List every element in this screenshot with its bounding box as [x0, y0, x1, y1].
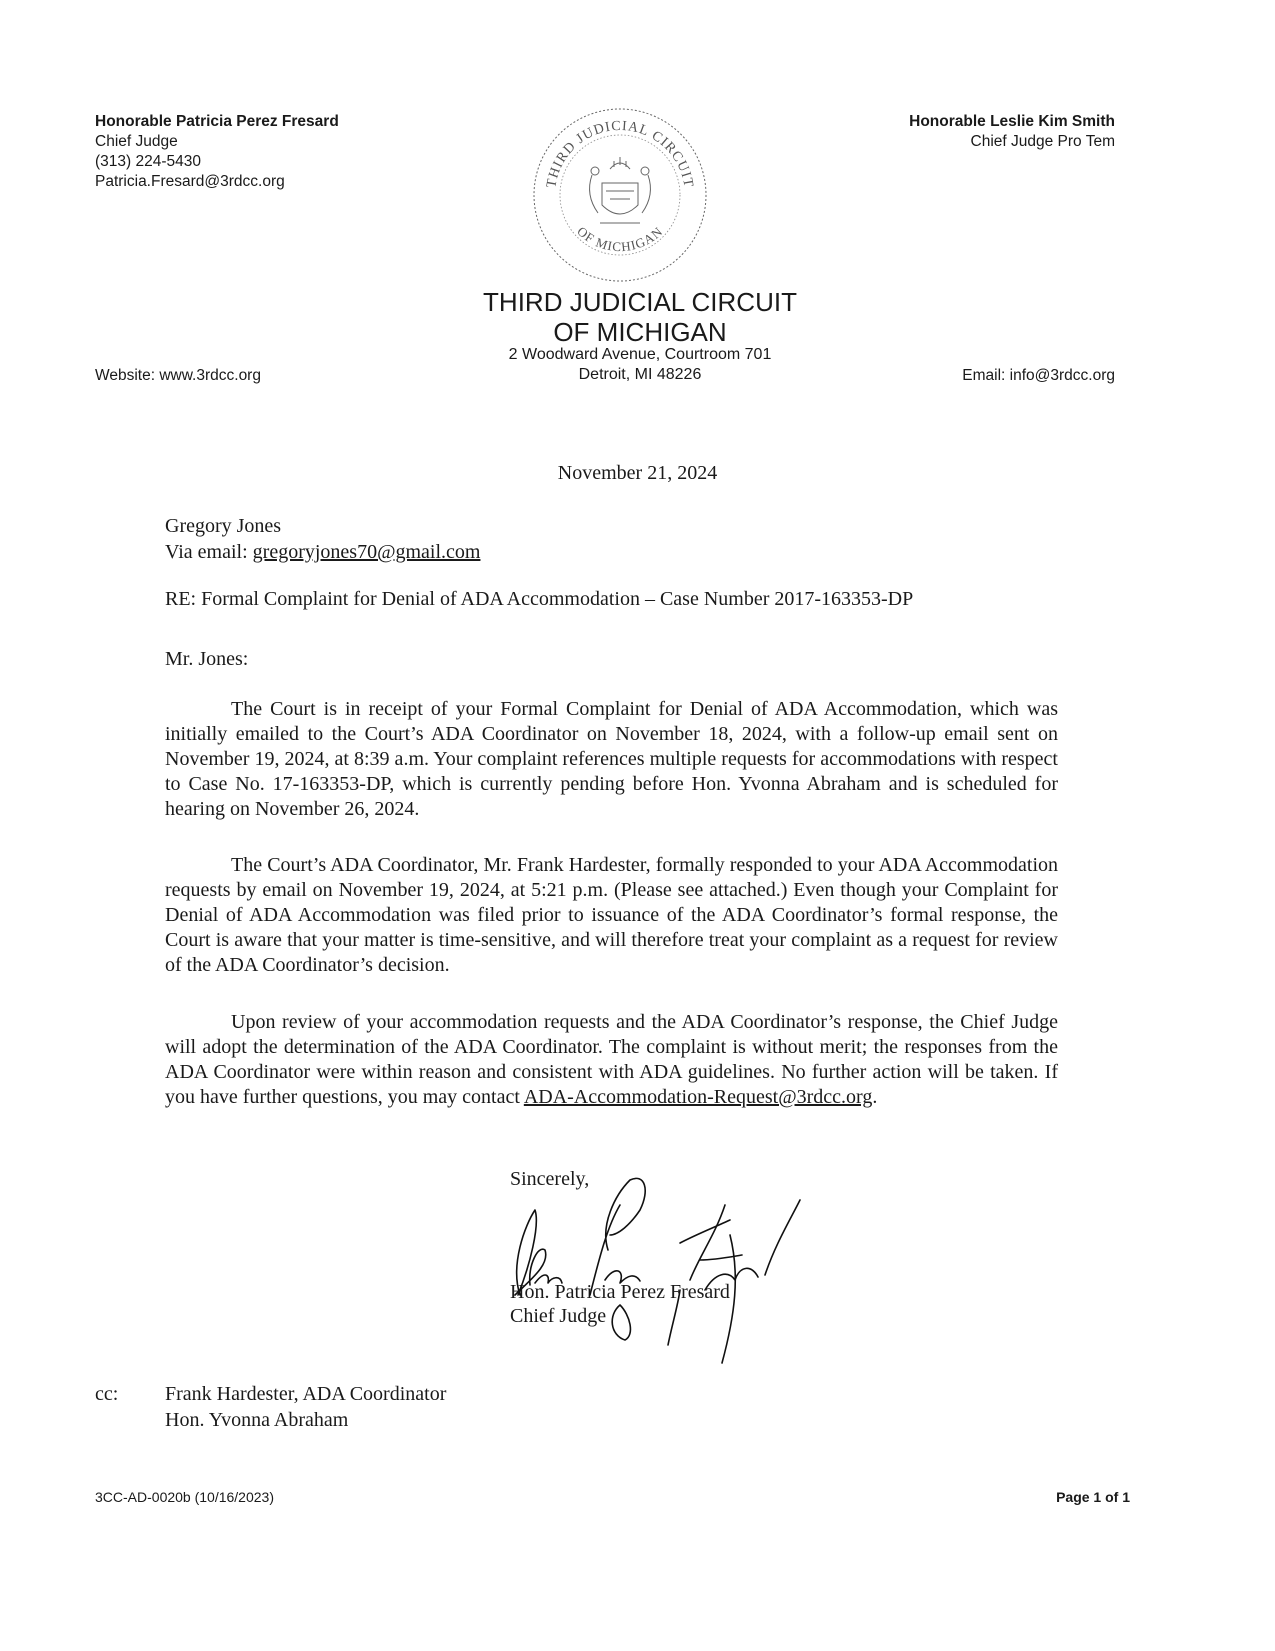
- pro-tem-title: Chief Judge Pro Tem: [970, 133, 1115, 150]
- body-paragraph-3-end: .: [872, 1086, 878, 1108]
- addressee-block: [165, 513, 480, 565]
- court-address-line1: 2 Woodward Avenue, Courtroom 701: [508, 346, 772, 363]
- svg-text:THIRD JUDICIAL CIRCUIT: [544, 119, 695, 189]
- salutation: Mr. Jones:: [165, 648, 249, 670]
- cc-item: Frank Hardester, ADA Coordinator: [165, 1383, 447, 1405]
- chief-judge-contact-block: [95, 112, 339, 192]
- body-paragraph-2: The Court’s ADA Coordinator, Mr. Frank Hardester, formally responded to your ADA Accommodation requests by email on November 19, 2024, at 5:21 p.m. (Please see attached.) Even though your Complaint for Denial of ADA Accommodation was filed prior to issuance of the ADA Coordinator’s formal response, the Court is aware that your matter is time-sensitive, and will therefore treat your complaint as a request for review of the ADA Coordinator’s decision.: [165, 854, 1058, 976]
- letter-date: November 21, 2024: [557, 462, 718, 484]
- court-name-line2: OF MICHIGAN: [553, 317, 727, 347]
- chief-judge-name: Honorable Patricia Perez Fresard: [95, 113, 339, 130]
- court-name-line1: THIRD JUDICIAL CIRCUIT: [483, 287, 797, 317]
- court-name: [400, 287, 880, 347]
- ada-request-email-link[interactable]: ADA-Accommodation-Request@3rdcc.org: [523, 1086, 873, 1108]
- chief-judge-phone: (313) 224-5430: [95, 153, 201, 170]
- chief-judge-title: Chief Judge: [95, 133, 178, 150]
- closing: Sincerely,: [510, 1168, 590, 1190]
- seal-bottom-text: OF MICHIGAN: [574, 223, 666, 255]
- pro-tem-name: Honorable Leslie Kim Smith: [909, 113, 1115, 130]
- court-address: [400, 345, 880, 385]
- signer-title: Chief Judge: [510, 1305, 607, 1327]
- seal-top-text: THIRD JUDICIAL CIRCUIT: [544, 118, 696, 189]
- cc-label: cc:: [95, 1383, 119, 1405]
- body-paragraph-3: [165, 1010, 1058, 1110]
- court-address-line2: Detroit, MI 48226: [578, 366, 702, 383]
- court-seal-icon: [530, 105, 710, 285]
- recipient-email-link[interactable]: gregoryjones70@gmail.com: [252, 541, 481, 563]
- form-identifier: 3CC-AD-0020b (10/16/2023): [95, 1489, 274, 1505]
- via-email-label: Via email:: [165, 541, 253, 563]
- recipient-name: Gregory Jones: [165, 515, 282, 537]
- cc-item: Hon. Yvonna Abraham: [165, 1409, 349, 1431]
- handwritten-signature: [490, 1165, 820, 1375]
- court-website: Website: www.3rdcc.org: [95, 367, 261, 384]
- page-number: Page 1 of 1: [1056, 1489, 1130, 1505]
- cc-list: [165, 1381, 446, 1433]
- svg-text:OF MICHIGAN: [574, 223, 665, 254]
- signer-name: Hon. Patricia Perez Fresard: [510, 1281, 730, 1303]
- chief-judge-pro-tem-block: [909, 112, 1115, 152]
- chief-judge-email: Patricia.Fresard@3rdcc.org: [95, 173, 285, 190]
- court-email: Email: info@3rdcc.org: [962, 367, 1115, 384]
- subject-line: RE: Formal Complaint for Denial of ADA Accommodation – Case Number 2017-163353-DP: [165, 588, 914, 610]
- body-paragraph-1: The Court is in receipt of your Formal Complaint for Denial of ADA Accommodation, which was initially emailed to the Court’s ADA Coordinator on November 18, 2024, with a follow-up email sent on November 19, 2024, at 8:39 a.m. Your complaint references multiple requests for accommodations with respect to Case No. 17-163353-DP, which is currently pending before Hon. Yvonna Abraham and is scheduled for hearing on November 26, 2024.: [165, 698, 1058, 820]
- body-paragraph-3-text: Upon review of your accommodation requests and the ADA Coordinator’s response, the Chief Judge will adopt the determination of the ADA Coordinator. The complaint is without merit; the responses from the ADA Coordinator were within reason and consistent with ADA guidelines. No further action will be taken. If you have further questions, you may contact: [165, 1011, 1058, 1108]
- recipient-email-line: [165, 539, 480, 565]
